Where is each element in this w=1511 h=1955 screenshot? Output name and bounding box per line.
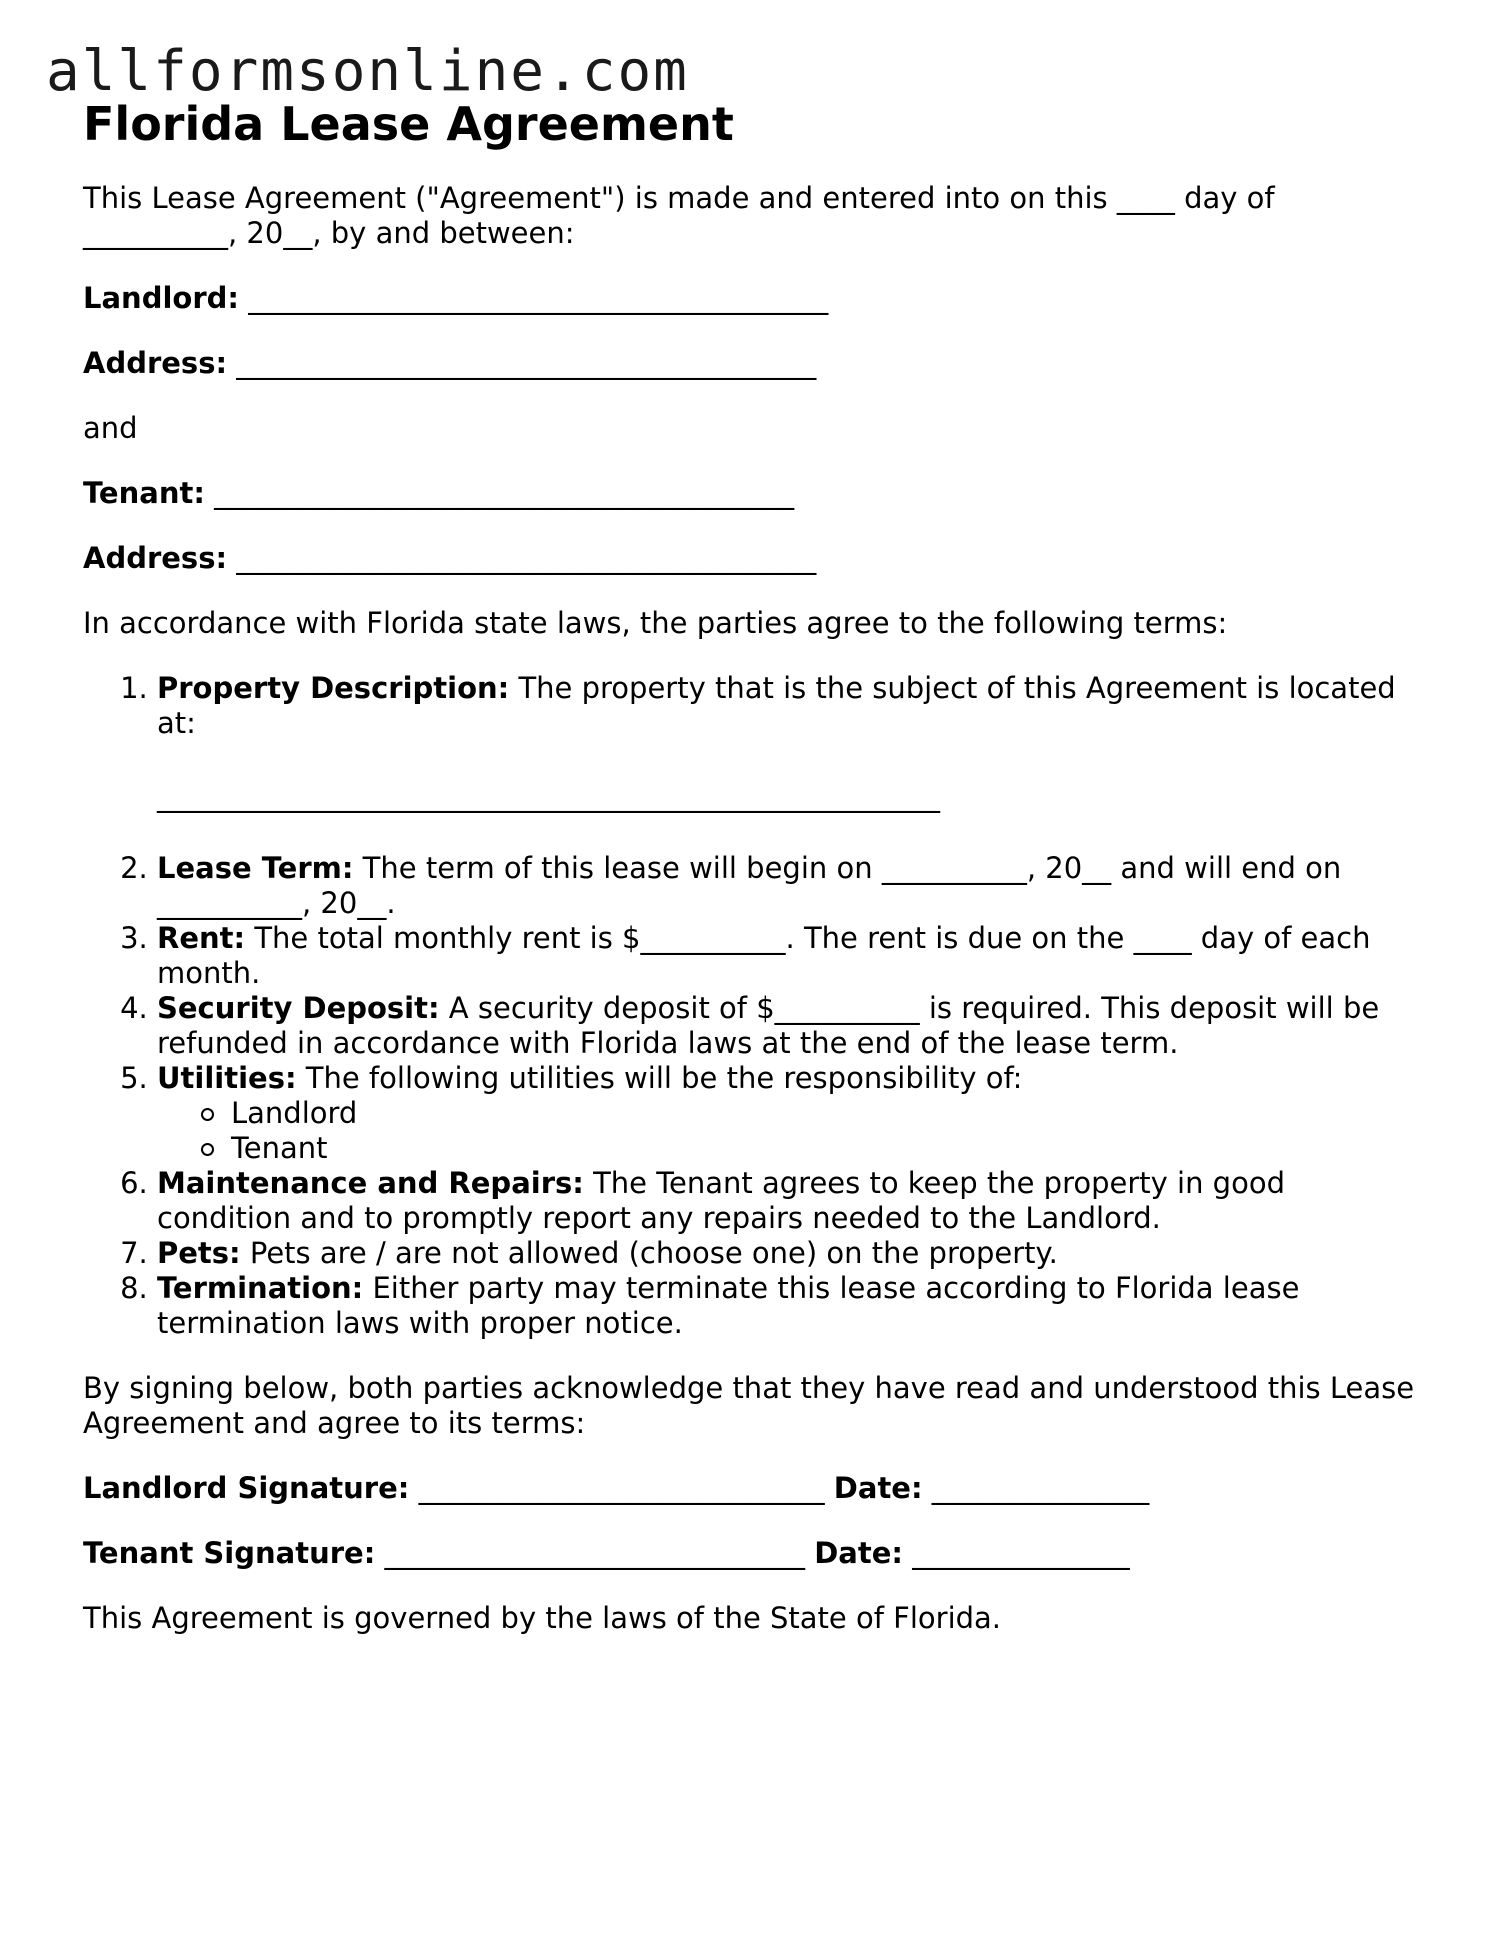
- term-pets-text: Pets are / are not allowed (choose one) on the property.: [240, 1235, 1058, 1270]
- term-deposit: [157, 991, 1423, 1061]
- and-text: and: [83, 410, 138, 445]
- utilities-option-label: Tenant: [231, 1130, 328, 1165]
- term-property-label: Property Description:: [157, 670, 510, 705]
- term-rent: [157, 921, 1423, 991]
- landlord-address-label: Address:: [83, 345, 228, 380]
- term-maintenance-text: The Tenant agrees to keep the property in good condition and to promptly report any repairs needed to the Landlord.: [157, 1165, 1285, 1235]
- tenant-signature-line: [83, 1536, 1423, 1571]
- term-deposit-text: A security deposit of $__________ is required. This deposit will be refunded in accordance with Florida laws at the end of the lease term.: [157, 990, 1380, 1060]
- site-watermark: allformsonline.com: [46, 39, 689, 104]
- term-termination-label: Termination:: [157, 1270, 364, 1305]
- term-utilities-text: The following utilities will be the responsibility of:: [296, 1060, 1023, 1095]
- tenant-date-label: Date:: [814, 1535, 904, 1570]
- tenant-address-field: [83, 541, 1423, 576]
- term-lease-term: [157, 851, 1423, 921]
- tenant-signature-blank: _____________________________: [384, 1535, 806, 1570]
- tenant-blank: ________________________________________: [214, 475, 795, 510]
- utilities-option-label: Landlord: [231, 1095, 358, 1130]
- utilities-options: [157, 1096, 1423, 1166]
- term-lease-term-text: The term of this lease will begin on __________, 20__ and will end on __________, 20__.: [157, 850, 1342, 920]
- landlord-signature-line: [83, 1471, 1423, 1506]
- term-property: [157, 671, 1423, 814]
- term-termination: [157, 1271, 1423, 1341]
- landlord-field: [83, 281, 1423, 316]
- terms-intro: In accordance with Florida state laws, the parties agree to the following terms:: [83, 605, 1228, 640]
- term-maintenance: [157, 1166, 1423, 1236]
- term-property-text: The property that is the subject of this Agreement is located at:: [157, 670, 1396, 740]
- landlord-date-label: Date:: [833, 1470, 923, 1505]
- acknowledgement-paragraph: By signing below, both parties acknowledge that they have read and understood this Lease Agreement and agree to its terms:: [83, 1370, 1415, 1440]
- term-termination-text: Either party may terminate this lease according to Florida lease termination laws with proper notice.: [157, 1270, 1300, 1340]
- document-title: Florida Lease Agreement: [83, 97, 734, 151]
- term-rent-text: The total monthly rent is $__________. The rent is due on the ____ day of each month.: [157, 920, 1371, 990]
- term-deposit-label: Security Deposit:: [157, 990, 440, 1025]
- landlord-address-blank: ________________________________________: [236, 345, 817, 380]
- term-rent-label: Rent:: [157, 920, 246, 955]
- term-maintenance-label: Maintenance and Repairs:: [157, 1165, 584, 1200]
- utilities-option-landlord: [201, 1096, 1423, 1131]
- landlord-signature-blank: ____________________________: [418, 1470, 825, 1505]
- landlord-label: Landlord:: [83, 280, 239, 315]
- tenant-label: Tenant:: [83, 475, 205, 510]
- term-lease-term-label: Lease Term:: [157, 850, 354, 885]
- term-pets-label: Pets:: [157, 1235, 241, 1270]
- intro-paragraph: This Lease Agreement ("Agreement") is made and entered into on this ____ day of __________, 20__, by and between:: [83, 180, 1275, 250]
- tenant-date-blank: _______________: [912, 1535, 1130, 1570]
- tenant-address-label: Address:: [83, 540, 228, 575]
- tenant-field: [83, 476, 1423, 511]
- property-address-blank: ______________________________________________________: [157, 778, 940, 813]
- term-utilities: [157, 1061, 1423, 1166]
- landlord-blank: ________________________________________: [248, 280, 829, 315]
- term-utilities-label: Utilities:: [157, 1060, 297, 1095]
- utilities-option-tenant: [201, 1131, 1423, 1166]
- circle-bullet-icon: [201, 1143, 214, 1156]
- tenant-address-blank: ________________________________________: [236, 540, 817, 575]
- landlord-signature-label: Landlord Signature:: [83, 1470, 410, 1505]
- governing-law-statement: This Agreement is governed by the laws of the State of Florida.: [83, 1600, 1002, 1635]
- landlord-date-blank: _______________: [931, 1470, 1150, 1505]
- term-pets: [157, 1236, 1423, 1271]
- landlord-address-field: [83, 346, 1423, 381]
- terms-list: [83, 671, 1423, 1341]
- circle-bullet-icon: [201, 1108, 214, 1121]
- document-page: [83, 98, 1423, 1666]
- tenant-signature-label: Tenant Signature:: [83, 1535, 376, 1570]
